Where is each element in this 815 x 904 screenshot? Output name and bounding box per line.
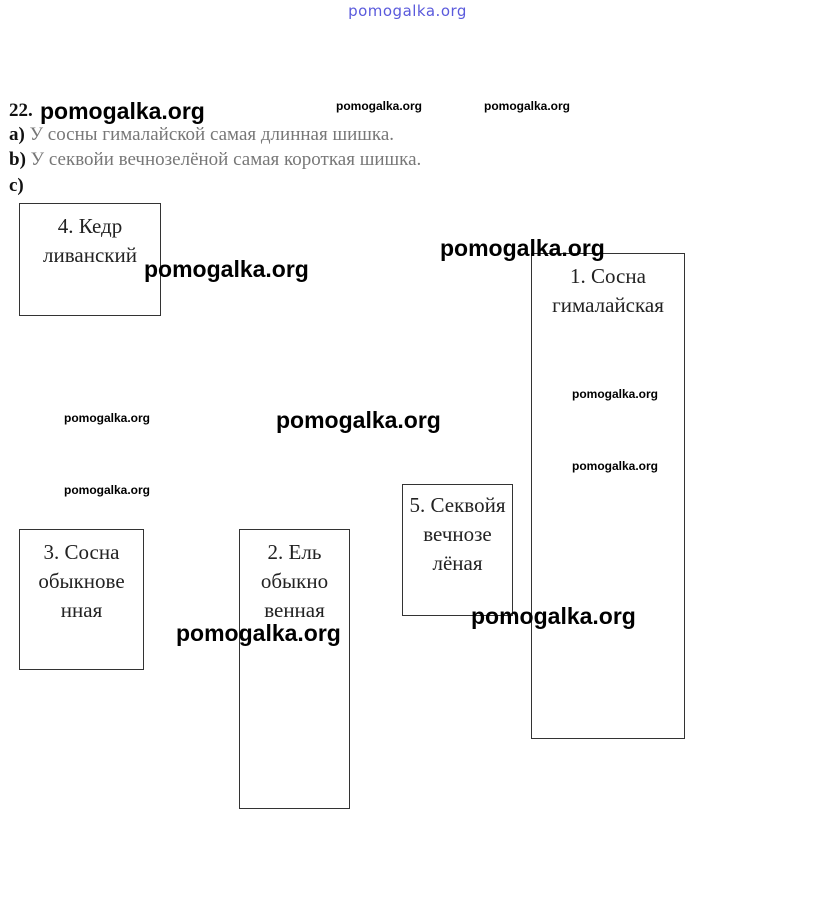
answer-line-c	[9, 175, 24, 197]
answer-line-a	[9, 124, 394, 146]
cone-box-label: 1. Сосна гималайская	[552, 264, 664, 317]
cone-box-scots-pine	[19, 529, 144, 670]
answer-b-label: b)	[9, 149, 26, 170]
answer-a-text: У сосны гималайской самая длинная шишка.	[29, 124, 395, 145]
cone-box-label: 3. Сосна обыкнове нная	[38, 540, 125, 622]
watermark: pomogalka.org	[144, 256, 309, 282]
cone-box-label: 4. Кедр ливанский	[43, 214, 137, 267]
cone-box-himalayan-pine	[531, 253, 685, 739]
answer-b-text: У секвойи вечнозелёной самая короткая шишка.	[30, 149, 422, 170]
cone-box-norway-spruce	[239, 529, 350, 809]
watermark: pomogalka.org	[40, 98, 205, 124]
answer-c-label: c)	[9, 175, 24, 196]
cone-box-redwood	[402, 484, 513, 616]
watermark-small: pomogalka.org	[484, 99, 571, 113]
watermark-small: pomogalka.org	[572, 459, 659, 473]
watermark-small: pomogalka.org	[572, 387, 659, 401]
answer-a-label: a)	[9, 124, 25, 145]
watermark-small: pomogalka.org	[336, 99, 423, 113]
watermark: pomogalka.org	[471, 603, 636, 629]
cone-box-label: 2. Ель обыкно венная	[260, 540, 329, 622]
question-number: 22.	[9, 100, 33, 121]
watermark-small: pomogalka.org	[64, 411, 151, 425]
watermark-small: pomogalka.org	[64, 483, 151, 497]
cone-box-lebanon-cedar	[19, 203, 161, 316]
answer-line-b	[9, 149, 421, 171]
watermark: pomogalka.org	[276, 407, 441, 433]
watermark: pomogalka.org	[440, 235, 605, 261]
cone-box-label: 5. Секвойя вечнозе лёная	[409, 493, 506, 575]
watermark: pomogalka.org	[176, 620, 341, 646]
site-watermark-top: pomogalka.org	[348, 2, 467, 20]
